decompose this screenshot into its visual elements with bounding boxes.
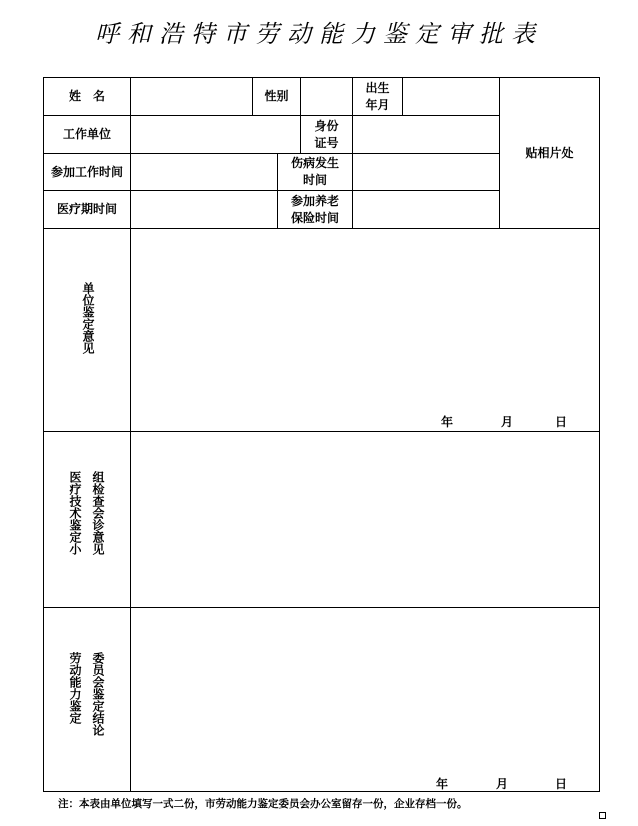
committee-month: 月 [496, 777, 509, 791]
medical-group-label-col1: 医疗技术鉴定小 [68, 471, 82, 555]
name-label: 姓 名 [68, 89, 105, 103]
medical-period-field[interactable] [131, 191, 277, 228]
medical-group-label-col2: 组检查会诊意见 [91, 471, 105, 555]
committee-field[interactable] [131, 608, 599, 791]
pension-time-field[interactable] [353, 191, 499, 228]
workplace-field[interactable] [131, 116, 300, 153]
injury-time-field[interactable] [353, 154, 499, 190]
pension-time-label: 参加养老 保险时间 [290, 193, 339, 225]
unit-opinion-year: 年 [441, 415, 454, 429]
unit-opinion-day: 日 [555, 415, 568, 429]
work-start-label: 参加工作时间 [50, 164, 123, 179]
birth-field[interactable] [403, 78, 499, 115]
footnote: 注：本表由单位填写一式二份，市劳动能力鉴定委员会办公室留存一份，企业存档一份。 [58, 798, 468, 810]
photo-area[interactable]: 贴相片处 [525, 145, 574, 160]
unit-opinion-label: 单位鉴定意见 [81, 282, 95, 354]
committee-day: 日 [555, 777, 568, 791]
birth-label: 出生 年月 [365, 80, 390, 112]
name-field[interactable] [131, 78, 252, 115]
id-number-field[interactable] [353, 116, 499, 153]
unit-opinion-month: 月 [501, 415, 514, 429]
medical-group-field[interactable] [131, 432, 599, 607]
id-number-label: 身份 证号 [314, 118, 339, 150]
gender-field[interactable] [301, 78, 352, 115]
paragraph-mark [599, 812, 606, 819]
committee-label-col2: 委员会鉴定结论 [91, 652, 105, 736]
unit-opinion-field[interactable] [131, 229, 599, 431]
injury-time-label: 伤病发生 时间 [290, 156, 339, 187]
medical-period-label: 医疗期时间 [56, 202, 117, 216]
committee-label-col1: 劳动能力鉴定 [68, 652, 82, 724]
gender-label: 性别 [264, 89, 289, 103]
workplace-label: 工作单位 [62, 127, 111, 141]
committee-year: 年 [436, 777, 449, 791]
work-start-field[interactable] [131, 154, 277, 190]
form-title: 呼和浩特市劳动能力鉴定审批表 [95, 20, 543, 48]
